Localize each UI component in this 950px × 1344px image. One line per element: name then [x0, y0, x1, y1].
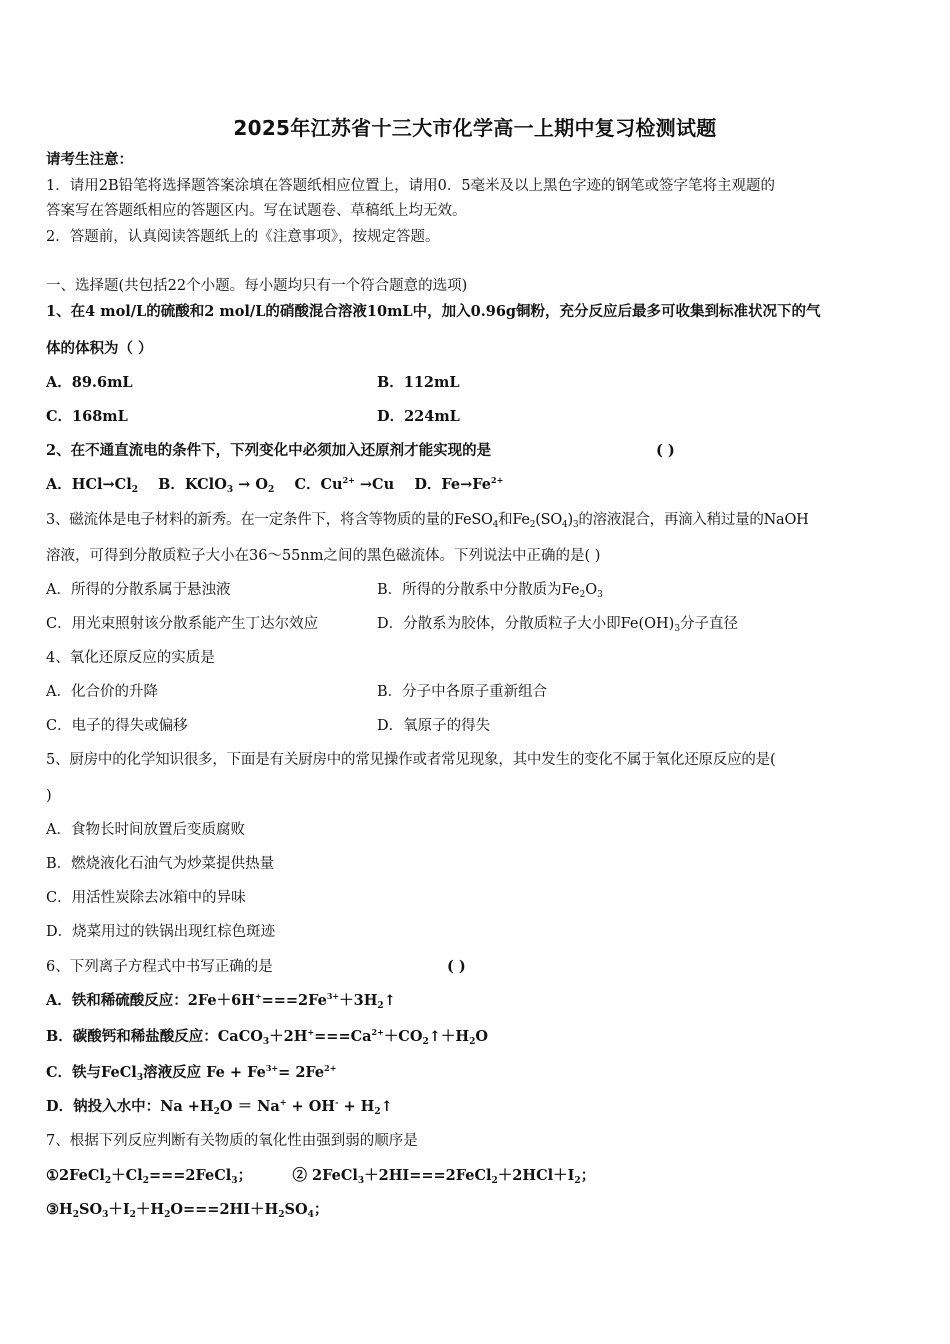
question-stem: 5、厨房中的化学知识很多，下面是有关厨房中的常见操作或者常见现象，其中发生的变化不属于氧化还原反应的是( — [46, 752, 776, 768]
notice-line: 答案写在答题纸相应的答题区内。写在试题卷、草稿纸上均无效。 — [46, 203, 467, 219]
option-c: C．用光束照射该分散系能产生丁达尔效应 — [46, 616, 319, 632]
option-c: C．168mL — [46, 408, 128, 425]
question-stem: 1、在4 mol/L的硫酸和2 mol/L的硝酸混合溶液10mL中，加入0.96g铜粉，充分反应后最多可收集到标准状况下的气 — [46, 303, 821, 320]
reaction-row — [46, 1166, 595, 1186]
reaction-3: $③H_2SO_3+I_2+H_2O===2HI+H_2SO_4$； — [46, 1201, 329, 1220]
option-d: D．氧原子的得失 — [377, 718, 491, 734]
option-d: D．224mL — [377, 408, 460, 425]
question-stem: 2、在不通直流电的条件下，下列变化中必须加入还原剂才能实现的是 — [46, 442, 492, 459]
option-a: A．89.6mL — [46, 374, 133, 391]
option-b: B．所得的分散系中分散质为$Fe_2O_3$ — [377, 582, 603, 600]
question-stem: 4、氧化还原反应的实质是 — [46, 650, 215, 666]
answer-paren: ( ) — [447, 958, 466, 975]
question-stem: 溶液，可得到分散质粒子大小在36～55nm之间的黑色磁流体。下列说法中正确的是( ) — [46, 548, 601, 564]
question-stem: 3、磁流体是电子材料的新秀。在一定条件下，将含等物质的量的FeSO$_4$和$Fe_2(SO_4)_3$的溶液混合，再滴入稍过量的NaOH — [46, 512, 809, 530]
reaction-1: $①2FeCl_2+Cl_2===2FeCl_3$； — [46, 1167, 253, 1186]
option-d: D．烧菜用过的铁锅出现红棕色斑迹 — [46, 924, 276, 940]
option-a: A．铁和稀硫酸反应：$2Fe+6H^+===2Fe^{3+}+3H_2↑$ — [46, 991, 396, 1011]
section-heading: 一、选择题(共包括22个小题。每小题均只有一个符合题意的选项) — [46, 278, 468, 294]
option-c: C．$Cu^{2+} \to Cu$ — [294, 475, 395, 493]
option-a: A．$HCl\to Cl_2$ — [46, 476, 138, 495]
question-stem: ) — [46, 788, 52, 804]
question-stem: 6、下列离子方程式中书写正确的是 — [46, 959, 273, 975]
question-stem: 体的体积为（ ） — [46, 340, 153, 357]
notice-heading: 请考生注意： — [46, 151, 133, 168]
option-d: D．$Fe\to Fe^{2+}$ — [414, 475, 504, 493]
notice-line: 2．答题前，认真阅读答题纸上的《注意事项》，按规定答题。 — [46, 229, 440, 245]
option-b: B．燃烧液化石油气为炒菜提供热量 — [46, 856, 275, 872]
option-c: C．电子的得失或偏移 — [46, 718, 188, 734]
option-a: A．化合价的升降 — [46, 684, 158, 700]
option-b: B．KClO$_3$ → $O_2$ — [158, 476, 275, 495]
answer-paren: ( ) — [656, 442, 675, 459]
option-a: A．所得的分散系属于悬浊液 — [46, 582, 231, 598]
options-row — [46, 475, 503, 495]
notice-line: 1．请用2B铅笔将选择题答案涂填在答题纸相应位置上，请用0．5毫米及以上黑色字迹的钢笔或签字笔将主观题的 — [46, 178, 776, 194]
reaction-2: ② $2FeCl_3+2HI===2FeCl_2+2HCl+I_2$； — [292, 1167, 596, 1186]
option-b: B．分子中各原子重新组合 — [377, 684, 548, 700]
question-stem: 7、根据下列反应判断有关物质的氧化性由强到弱的顺序是 — [46, 1133, 418, 1149]
option-a: A．食物长时间放置后变质腐败 — [46, 822, 245, 838]
option-b: B．112mL — [377, 374, 460, 391]
option-b: B．碳酸钙和稀盐酸反应：$CaCO_3+2H^+===Ca^{2+}+CO_2↑+H_2O$ — [46, 1027, 489, 1047]
option-c: C．铁与FeCl$_3$溶液反应 $Fe + Fe^{3+}= 2Fe^{2+}$ — [46, 1063, 337, 1083]
page-title: 2025年江苏省十三大市化学高一上期中复习检测试题 — [233, 116, 717, 140]
option-c: C．用活性炭除去冰箱中的异味 — [46, 890, 246, 906]
option-d: D．分散系为胶体，分散质粒子大小即$Fe(OH)_3$分子直径 — [377, 616, 739, 634]
option-d: D．钠投入水中：$Na +H_2O = Na^+ + OH^-$ + $H_2↑$ — [46, 1097, 393, 1117]
